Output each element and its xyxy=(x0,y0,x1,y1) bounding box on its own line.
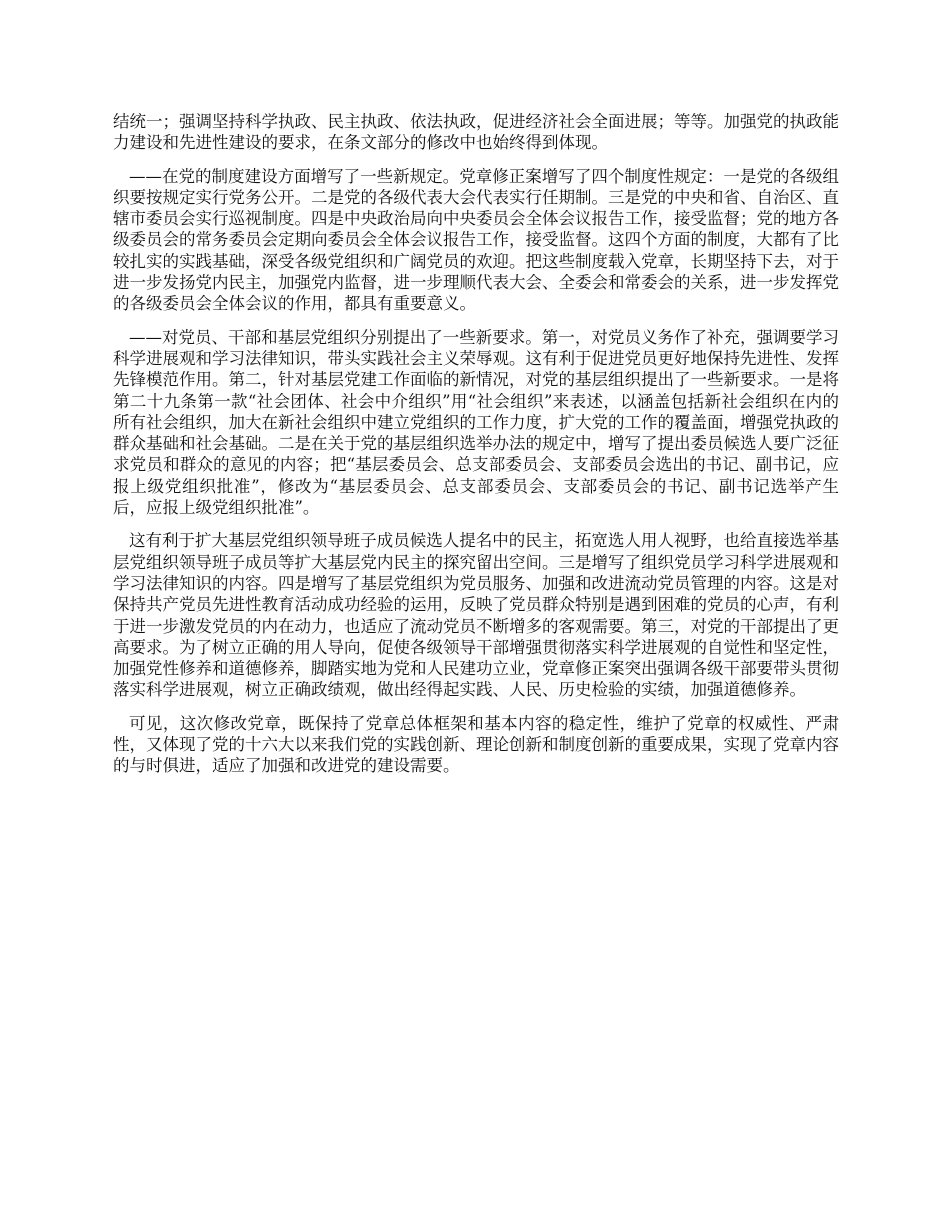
paragraph-2: ——在党的制度建设方面增写了一些新规定。党章修正案增写了四个制度性规定：一是党的各级组织要按规定实行党务公开。二是党的各级代表大会代表实行任期制。三是党的中央和省、自治区、直辖市委员会实行巡视制度。四是中央政治局向中央委员会全体会议报告工作，接受监督；党的地方各级委员会的常务委员会定期向委员会全体会议报告工作，接受监督。这四个方面的制度，大都有了比较扎实的实践基础，深受各级党组织和广阔党员的欢迎。把这些制度载入党章，长期坚持下去，对于进一步发扬党内民主，加强党内监督，进一步理顺代表大会、全委会和常委会的关系，进一步发挥党的各级委员会全体会议的作用，都具有重要意义。 xyxy=(113,166,839,314)
paragraph-5: 可见，这次修改党章，既保持了党章总体框架和基本内容的稳定性，维护了党章的权威性、严肃性，又体现了党的十六大以来我们党的实践创新、理论创新和制度创新的重要成果，实现了党章内容的与时俱进，适应了加强和改进党的建设需要。 xyxy=(113,713,839,776)
paragraph-1: 结统一；强调坚持科学执政、民主执政、依法执政，促进经济社会全面进展；等等。加强党的执政能力建设和先进性建设的要求，在条文部分的修改中也始终得到体现。 xyxy=(113,112,839,153)
document-body xyxy=(113,111,839,789)
paragraph-3: ——对党员、干部和基层党组织分别提出了一些新要求。第一，对党员义务作了补充，强调要学习科学进展观和学习法律知识，带头实践社会主义荣辱观。这有利于促进党员更好地保持先进性、发挥先锋模范作用。第二，针对基层党建工作面临的新情况，对党的基层组织提出了一些新要求。一是将第二十九条第一款“社会团体、社会中介组织”用“社会组织”来表述，以涵盖包括新社会组织在内的所有社会组织，加大在新社会组织中建立党组织的工作力度，扩大党的工作的覆盖面，增强党执政的群众基础和社会基础。二是在关于党的基层组织选举办法的规定中，增写了提出委员候选人要广泛征求党员和群众的意见的内容；把“基层委员会、总支部委员会、支部委员会选出的书记、副书记，应报上级党组织批准”，修改为“基层委员会、总支部委员会、支部委员会的书记、副书记选举产生后，应报上级党组织批准”。 xyxy=(113,327,839,518)
paragraph-4: 这有利于扩大基层党组织领导班子成员候选人提名中的民主，拓宽选人用人视野，也给直接选举基层党组织领导班子成员等扩大基层党内民主的探究留出空间。三是增写了组织党员学习科学进展观和学习法律知识的内容。四是增写了基层党组织为党员服务、加强和改进流动党员管理的内容。这是对保持共产党员先进性教育活动成功经验的运用，反映了党员群众特别是遇到困难的党员的心声，有利于进一步激发党员的内在动力，也适应了流动党员不断增多的客观需要。第三，对党的干部提出了更高要求。为了树立正确的用人导向，促使各级领导干部增强贯彻落实科学进展观的自觉性和坚定性，加强党性修养和道德修养，脚踏实地为党和人民建功立业，党章修正案突出强调各级干部要带头贯彻落实科学进展观，树立正确政绩观，做出经得起实践、人民、历史检验的实绩，加强道德修养。 xyxy=(113,531,839,700)
